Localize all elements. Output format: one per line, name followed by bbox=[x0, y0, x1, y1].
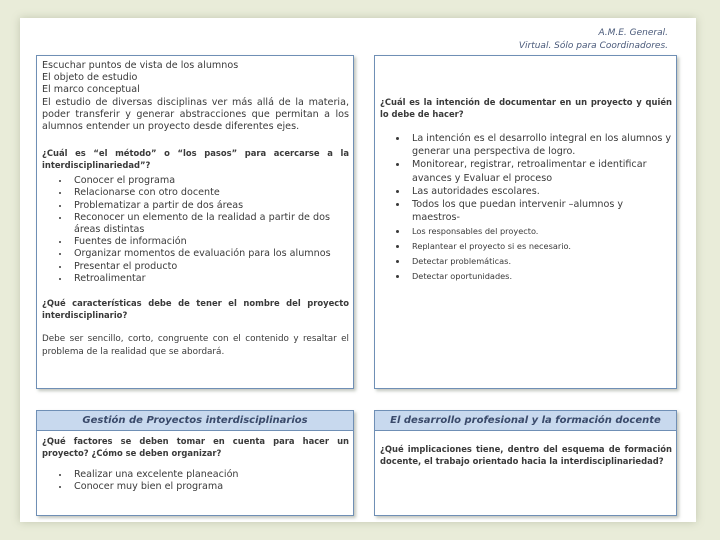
panel-title-management: Gestión de Proyectos interdisciplinarios bbox=[37, 411, 353, 431]
list-item: • Las autoridades escolares. bbox=[408, 185, 672, 198]
intro-line-1: Escuchar puntos de vista de los alumnos bbox=[42, 60, 239, 71]
list-item: • Replantear el proyecto si es necesario. bbox=[408, 239, 672, 254]
slide-header bbox=[519, 27, 668, 53]
question-implications: ¿Qué implicaciones tiene, dentro del esquema de formación docente, el trabajo orientado hacia la interdisciplinariedad? bbox=[380, 444, 672, 466]
list-item: • Relacionarse con otro docente bbox=[70, 187, 349, 199]
header-line-1: A.M.E. General. bbox=[598, 28, 668, 38]
list-item: • Fuentes de información bbox=[70, 236, 349, 248]
list-item: • Conocer muy bien el programa bbox=[70, 481, 349, 493]
panel-documentation bbox=[374, 55, 677, 389]
list-item: • Los responsables del proyecto. bbox=[408, 224, 672, 239]
slide-page bbox=[20, 18, 696, 522]
question-project-name: ¿Qué características debe de tener el nombre del proyecto interdisciplinario? bbox=[42, 298, 349, 321]
list-item: • Monitorear, registrar, retroalimentar e identificar avances y Evaluar el proceso bbox=[408, 158, 672, 184]
list-item: • Conocer el programa bbox=[70, 175, 349, 187]
list-item: • La intención es el desarrollo integral en los alumnos y generar una perspectiva de logro. bbox=[408, 132, 672, 158]
panel-professional-development bbox=[374, 410, 677, 516]
list-item: • Reconocer un elemento de la realidad a partir de dos áreas distintas bbox=[70, 212, 349, 236]
list-item: • Problematizar a partir de dos áreas bbox=[70, 200, 349, 212]
answer-project-name: Debe ser sencillo, corto, congruente con el contenido y resaltar el problema de la realidad que se abordará. bbox=[42, 334, 349, 357]
panel-methods bbox=[36, 55, 354, 389]
question-factors: ¿Qué factores se deben tomar en cuenta para hacer un proyecto? ¿Cómo se deben organizar? bbox=[42, 436, 349, 458]
list-item: • Todos los que puedan intervenir –alumnos y maestros- bbox=[408, 198, 672, 224]
list-item: • Presentar el producto bbox=[70, 261, 349, 273]
method-steps-list bbox=[42, 175, 349, 285]
panel-title-development: El desarrollo profesional y la formación docente bbox=[375, 411, 676, 431]
intro-line-2: El objeto de estudio bbox=[42, 72, 138, 84]
factors-list bbox=[42, 469, 349, 493]
list-item: • Detectar oportunidades. bbox=[408, 269, 672, 284]
intro-paragraph: El estudio de diversas disciplinas ver más allá de la materia, poder transferir y generar abstracciones que permitan a los alumnos entender un proyecto desde diferentes ejes. bbox=[42, 96, 349, 133]
header-line-2: Virtual. Sólo para Coordinadores. bbox=[518, 41, 668, 51]
panel-project-management bbox=[36, 410, 354, 516]
question-documentation: ¿Cuál es la intención de documentar en un proyecto y quién lo debe de hacer? bbox=[380, 97, 672, 119]
documentation-list bbox=[380, 132, 672, 284]
list-item: • Organizar momentos de evaluación para los alumnos bbox=[70, 248, 349, 260]
list-item: • Detectar problemáticas. bbox=[408, 254, 672, 269]
list-item: • Realizar una excelente planeación bbox=[70, 469, 349, 481]
intro-line-3: El marco conceptual bbox=[42, 84, 140, 96]
list-item: • Retroalimentar bbox=[70, 273, 349, 285]
question-method: ¿Cuál es “el método” o “los pasos” para acercarse a la interdisciplinariedad”? bbox=[42, 148, 349, 171]
